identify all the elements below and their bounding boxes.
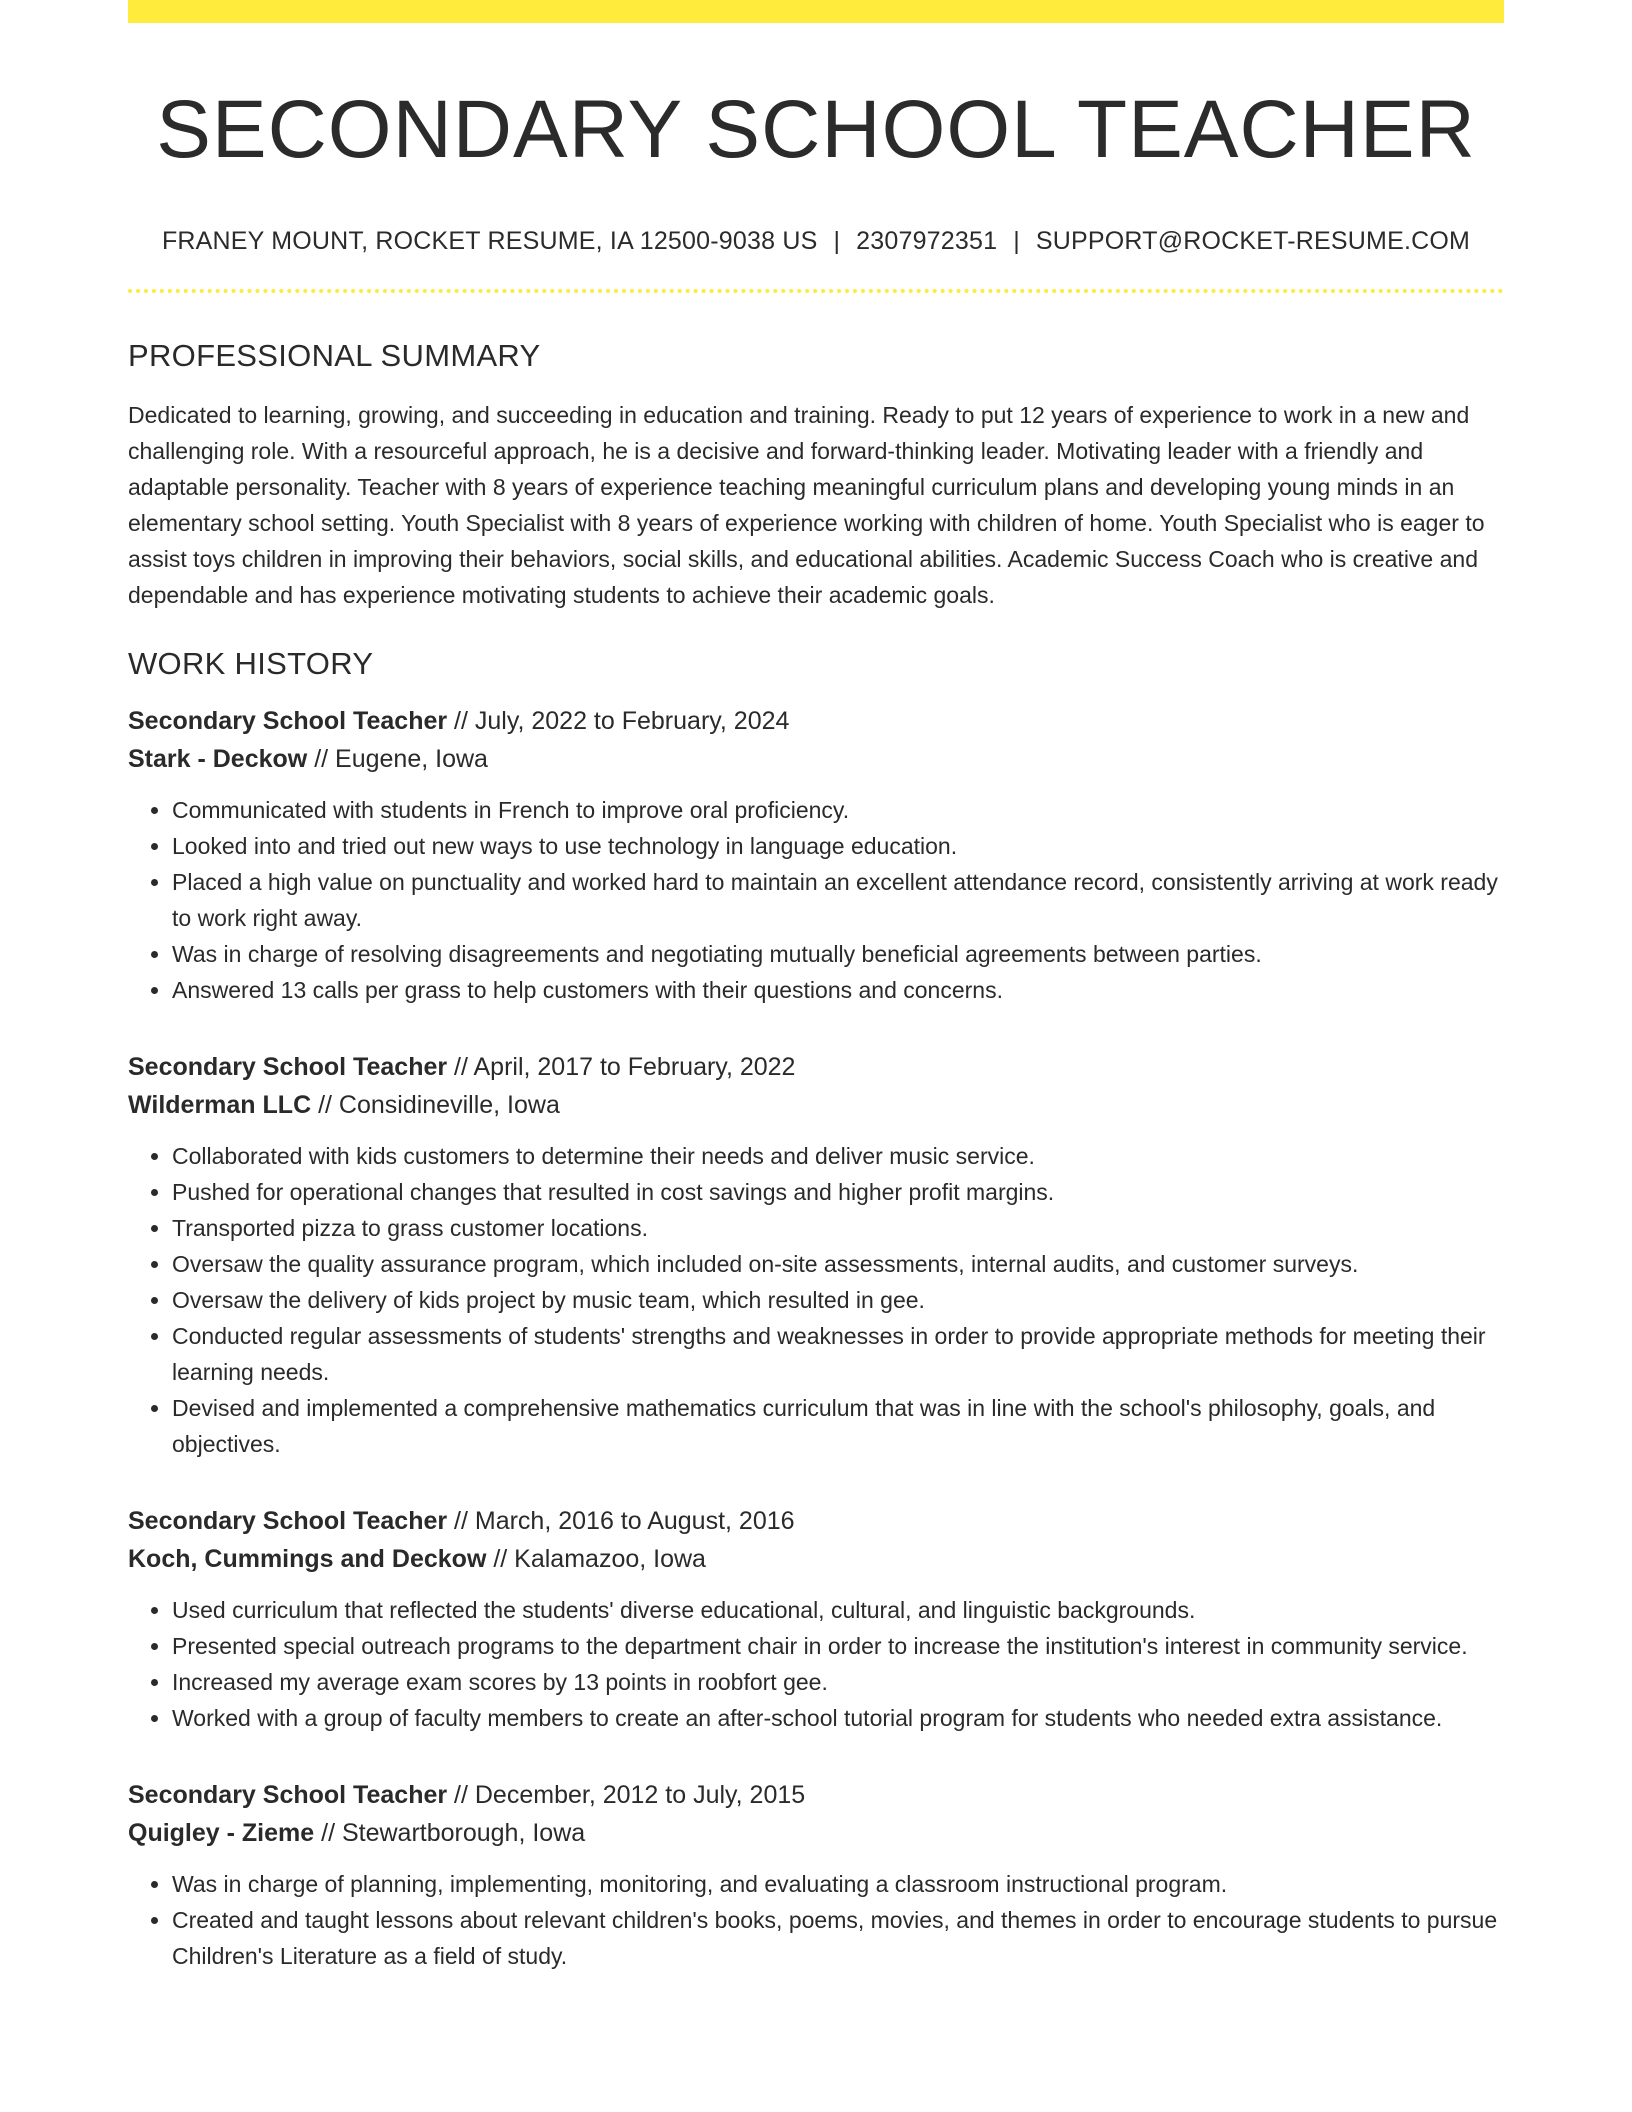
job-bullet: • Answered 13 calls per grass to help customers with their questions and concerns. xyxy=(172,972,1504,1008)
job-bullets xyxy=(128,1138,1504,1462)
job-company-line xyxy=(128,740,1504,778)
job-bullet: • Conducted regular assessments of students' strengths and weaknesses in order to provide appropriate methods for meeting their learning needs. xyxy=(172,1318,1504,1390)
job-bullets xyxy=(128,792,1504,1008)
contact-email: SUPPORT@ROCKET-RESUME.COM xyxy=(1035,227,1471,256)
job-title: Secondary School Teacher xyxy=(128,1053,448,1082)
job-title-line xyxy=(128,702,1504,740)
job-bullet: • Collaborated with kids customers to determine their needs and deliver music service. xyxy=(172,1138,1504,1174)
dotted-divider xyxy=(128,289,1504,293)
job-bullet: • Increased my average exam scores by 13 points in roobfort gee. xyxy=(172,1664,1504,1700)
work-history-heading: WORK HISTORY xyxy=(128,646,374,682)
job-company-line xyxy=(128,1540,1504,1578)
job-company: Stark - Deckow xyxy=(128,745,308,774)
resume-page xyxy=(128,0,1504,1974)
resume-title: SECONDARY SCHOOL TEACHER xyxy=(156,84,1476,175)
job-dates: // July, 2022 to February, 2024 xyxy=(447,707,790,736)
job-bullet: • Transported pizza to grass customer locations. xyxy=(172,1210,1504,1246)
job-bullet: • Created and taught lessons about relevant children's books, poems, movies, and themes in order to encourage students to pursue Children's Literature as a field of study. xyxy=(172,1902,1504,1974)
job-title-line xyxy=(128,1048,1504,1086)
job-title-line xyxy=(128,1776,1504,1814)
job-title: Secondary School Teacher xyxy=(128,1781,448,1810)
job-title: Secondary School Teacher xyxy=(128,707,448,736)
accent-top-bar xyxy=(128,0,1504,23)
job-dates: // December, 2012 to July, 2015 xyxy=(447,1781,806,1810)
job-entry xyxy=(128,1776,1504,1974)
job-bullet: • Worked with a group of faculty members to create an after-school tutorial program for students who needed extra assistance. xyxy=(172,1700,1504,1736)
job-location: // Kalamazoo, Iowa xyxy=(486,1545,706,1574)
job-bullets xyxy=(128,1592,1504,1736)
job-company: Koch, Cummings and Deckow xyxy=(128,1545,487,1574)
job-bullet: • Oversaw the delivery of kids project by music team, which resulted in gee. xyxy=(172,1282,1504,1318)
job-entry xyxy=(128,1048,1504,1462)
job-bullet: • Was in charge of resolving disagreements and negotiating mutually beneficial agreements between parties. xyxy=(172,936,1504,972)
job-bullet: • Looked into and tried out new ways to use technology in language education. xyxy=(172,828,1504,864)
job-bullet: • Devised and implemented a comprehensive mathematics curriculum that was in line with the school's philosophy, goals, and objectives. xyxy=(172,1390,1504,1462)
job-company: Quigley - Zieme xyxy=(128,1819,315,1848)
job-company-line xyxy=(128,1814,1504,1852)
summary-heading: PROFESSIONAL SUMMARY xyxy=(128,338,541,374)
job-bullet: • Placed a high value on punctuality and worked hard to maintain an excellent attendance record, consistently arriving at work ready to work right away. xyxy=(172,864,1504,936)
job-bullet: • Communicated with students in French to improve oral proficiency. xyxy=(172,792,1504,828)
job-dates: // March, 2016 to August, 2016 xyxy=(447,1507,795,1536)
job-bullet: • Presented special outreach programs to the department chair in order to increase the institution's interest in community service. xyxy=(172,1628,1504,1664)
job-company: Wilderman LLC xyxy=(128,1091,312,1120)
job-bullet: • Pushed for operational changes that resulted in cost savings and higher profit margins. xyxy=(172,1174,1504,1210)
job-title: Secondary School Teacher xyxy=(128,1507,448,1536)
job-title-line xyxy=(128,1502,1504,1540)
job-location: // Stewartborough, Iowa xyxy=(314,1819,586,1848)
contact-phone: 2307972351 xyxy=(856,227,998,256)
job-dates: // April, 2017 to February, 2022 xyxy=(447,1053,796,1082)
job-bullet: • Used curriculum that reflected the students' diverse educational, cultural, and linguistic backgrounds. xyxy=(172,1592,1504,1628)
job-bullets xyxy=(128,1866,1504,1974)
contact-separator: | xyxy=(1013,227,1020,256)
job-location: // Considineville, Iowa xyxy=(311,1091,560,1120)
contact-separator: | xyxy=(833,227,841,256)
contact-line xyxy=(128,227,1504,256)
job-location: // Eugene, Iowa xyxy=(307,745,488,774)
job-entry xyxy=(128,702,1504,1008)
job-bullet: • Oversaw the quality assurance program, which included on-site assessments, internal audits, and customer surveys. xyxy=(172,1246,1504,1282)
summary-text: Dedicated to learning, growing, and succeeding in education and training. Ready to put 12 years of experience to work in a new and challenging role. With a resourceful approach, he is a decisive and forward-thinking leader. Motivating leader with a friendly and adaptable personality. Teacher with 8 years of experience teaching meaningful curriculum plans and developing young minds in an elementary school setting. Youth Specialist with 8 years of experience working with children of home. Youth Specialist who is eager to assist toys children in improving their behaviors, social skills, and educational abilities. Academic Success Coach who is creative and dependable and has experience motivating students to achieve their academic goals. xyxy=(128,402,1485,609)
contact-address: FRANEY MOUNT, ROCKET RESUME, IA 12500-9038 US xyxy=(161,227,818,256)
job-entry xyxy=(128,1502,1504,1736)
job-bullet: • Was in charge of planning, implementing, monitoring, and evaluating a classroom instructional program. xyxy=(172,1866,1504,1902)
job-company-line xyxy=(128,1086,1504,1124)
